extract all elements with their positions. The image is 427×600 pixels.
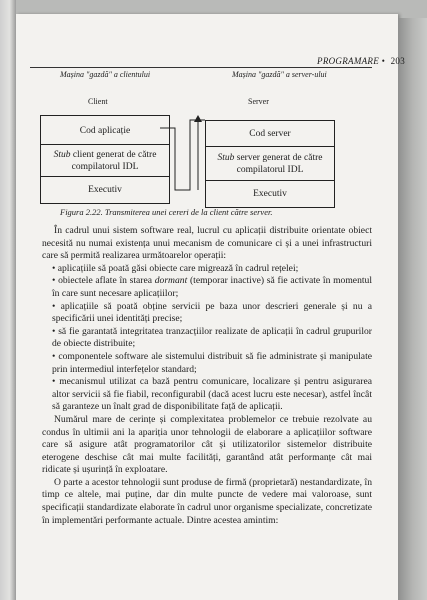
- bullet-text: (temporar inactive) să fie activate în momentul în care sunt necesare aplicațiilor;: [52, 275, 372, 299]
- page-number: 203: [390, 56, 405, 66]
- bullet-item: • aplicațiile să poată găsi obiecte care migrează în cadrul rețelei;: [52, 262, 299, 274]
- client-stub-italic: Stub: [53, 150, 71, 160]
- header-section: PROGRAMARE: [317, 56, 380, 66]
- client-host-label: Mașina "gazdă" a clientului: [60, 70, 151, 79]
- bullet-text: • obiectele aflate în starea: [52, 275, 155, 287]
- server-code-text: Cod server: [249, 129, 291, 139]
- client-stub-line2: compilatorul IDL: [71, 162, 139, 172]
- bullet-item: • componentele software ale sistemului distribuit să fie administrate și manipulate prin intermediul interfețelor standard;: [52, 350, 372, 375]
- bullet-item: • mecanismul utilizat ca bază pentru comunicare, localizare și pentru asigurarea altor servicii să fie fiabil, reconfigurabil (dacă acest lucru este necesar), astfel încât să garanteze un înalt grad de disponibilitate față de aplicații.: [52, 376, 372, 413]
- bullet-emphasis: dormant: [154, 275, 188, 287]
- client-app-code-text: Cod aplicație: [79, 125, 131, 136]
- paragraph-intro: În cadrul unui sistem software real, lucrul cu aplicații distribuite orientate obiect necesită nu numai existența unui mecanism de comunicare ci și a unei infrastructuri care să permită realizarea următoarelor operații:: [42, 225, 372, 262]
- client-role-label: Client: [88, 97, 108, 106]
- server-stub-line2: compilatorul IDL: [236, 165, 304, 175]
- client-stub-text: client generat de către: [70, 150, 157, 160]
- bullet-item: • să fie garantată integritatea tranzacțiilor realizate de aplicații în cadrul grupurilor de obiecte distribuite;: [52, 325, 372, 350]
- body-text: [42, 225, 372, 527]
- server-host-label: Mașina "gazdă" a server-ului: [232, 70, 327, 79]
- server-stub-italic: Stub: [217, 153, 235, 163]
- paragraph-requirements: Numărul mare de cerințe și complexitatea problemelor ce trebuie rezolvate au condus în ultimii ani la apariția unor tehnologii de elaborare a aplicațiilor software care să asigure atât programatorilor cât și utilizatorilor sistemelor distribuite eterogene deschise cât mai multe facilități, garantând atât performanțe cât mai ridicate și ușurință în exploatare.: [42, 413, 372, 476]
- arrow-head-icon: [194, 115, 202, 122]
- paragraph-technologies: O parte a acestor tehnologii sunt produse de firmă (proprietară) nestandardizate, în timp ce altele, mai puține, dar din multe puncte de vedere mai valoroase, sunt specificații standardizate elaborate în cadrul unor organisme specializate, concretizate în implementări performante actuale. Dintre acestea amintim:: [42, 476, 372, 526]
- server-executive-text: Executiv: [253, 189, 287, 199]
- figure-caption: Figura 2.22. Transmiterea unei cereri de la client către server.: [60, 207, 273, 217]
- server-stub-text: server generat de către: [234, 153, 323, 163]
- server-role-label: Server: [248, 97, 269, 106]
- bullet-item: • aplicațiile să poată obține servicii pe baza unor descrieri generale și nu a specificării unei identități precise;: [52, 300, 372, 325]
- header-bullet: •: [381, 56, 386, 66]
- bullet-item: [42, 275, 372, 300]
- client-executive-text: Executiv: [88, 185, 122, 195]
